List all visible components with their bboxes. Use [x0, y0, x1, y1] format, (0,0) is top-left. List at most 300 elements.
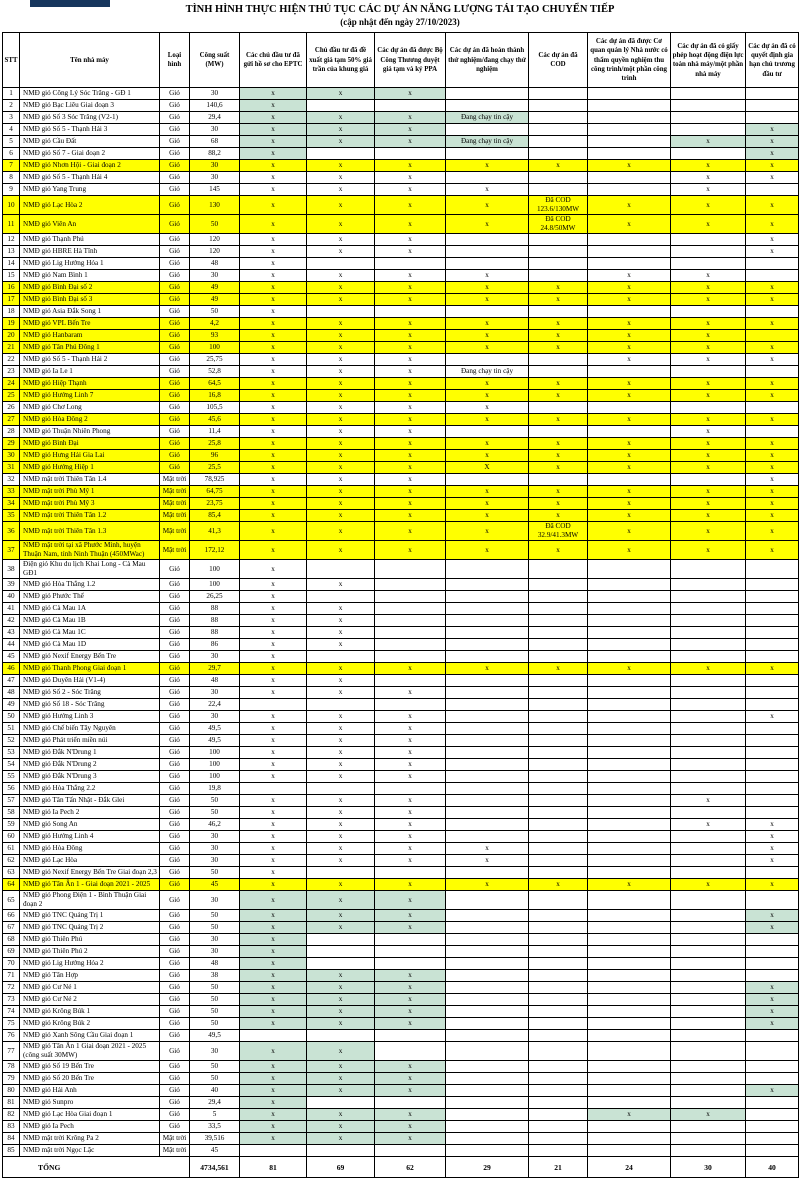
table-row	[3, 294, 799, 306]
cell-stt: 79	[3, 1073, 20, 1085]
cell-stt: 40	[3, 591, 20, 603]
status-cell: x	[529, 450, 588, 462]
status-cell: x	[446, 330, 529, 342]
cell-stt: 21	[3, 342, 20, 354]
status-cell	[746, 1097, 799, 1109]
table-row	[3, 982, 799, 994]
cell-name: NMĐ gió Số 18 - Sóc Trăng	[20, 699, 160, 711]
status-cell	[588, 910, 671, 922]
status-cell	[671, 579, 746, 591]
cell-type: Gió	[160, 354, 190, 366]
cell-mw: 88,2	[190, 148, 240, 160]
status-cell	[529, 148, 588, 160]
status-cell	[671, 246, 746, 258]
status-cell: x	[307, 711, 375, 723]
table-row	[3, 342, 799, 354]
status-cell: x	[240, 819, 307, 831]
status-cell	[375, 1030, 446, 1042]
cell-mw: 172,12	[190, 541, 240, 560]
cell-type: Gió	[160, 560, 190, 579]
cell-name: NMĐ mặt trời Thiên Tân 1.3	[20, 522, 160, 541]
status-cell	[588, 172, 671, 184]
status-cell: x	[307, 1109, 375, 1121]
status-cell	[307, 306, 375, 318]
status-cell	[446, 759, 529, 771]
status-cell: x	[446, 522, 529, 541]
status-cell: x	[671, 541, 746, 560]
table-row	[3, 270, 799, 282]
status-cell: x	[375, 462, 446, 474]
cell-name: NMĐ gió Thiên Phú 2	[20, 946, 160, 958]
table-row	[3, 318, 799, 330]
status-cell: x	[307, 196, 375, 215]
status-cell: x	[307, 663, 375, 675]
status-cell	[240, 1030, 307, 1042]
cell-mw: 145	[190, 184, 240, 196]
status-cell: x	[446, 160, 529, 172]
status-cell	[588, 958, 671, 970]
cell-name: NMĐ gió Nam Bình 1	[20, 270, 160, 282]
status-cell: x	[240, 366, 307, 378]
cell-mw: 23,75	[190, 498, 240, 510]
status-cell: Đang chạy tin cậy	[446, 136, 529, 148]
cell-type: Gió	[160, 378, 190, 390]
status-cell	[307, 100, 375, 112]
status-cell: x	[240, 1097, 307, 1109]
status-cell: x	[240, 687, 307, 699]
status-cell: x	[375, 1061, 446, 1073]
status-cell: x	[240, 1121, 307, 1133]
status-cell: x	[307, 402, 375, 414]
cell-mw: 25,75	[190, 354, 240, 366]
cell-stt: 24	[3, 378, 20, 390]
total-license: 30	[671, 1157, 746, 1178]
status-cell: x	[375, 172, 446, 184]
cell-stt: 69	[3, 946, 20, 958]
table-row	[3, 831, 799, 843]
status-cell: x	[240, 747, 307, 759]
cell-mw: 100	[190, 342, 240, 354]
status-cell: x	[240, 246, 307, 258]
status-cell: x	[746, 819, 799, 831]
cell-stt: 73	[3, 994, 20, 1006]
cell-type: Gió	[160, 831, 190, 843]
cell-stt: 19	[3, 318, 20, 330]
status-cell: x	[375, 215, 446, 234]
status-cell	[671, 699, 746, 711]
status-cell: x	[240, 148, 307, 160]
status-cell	[446, 891, 529, 910]
status-cell: x	[375, 807, 446, 819]
table-row	[3, 474, 799, 486]
table-row	[3, 687, 799, 699]
cell-stt: 34	[3, 498, 20, 510]
cell-name: NMĐ gió Thạnh Phú	[20, 234, 160, 246]
table-row	[3, 306, 799, 318]
status-cell: x	[746, 855, 799, 867]
status-cell	[529, 136, 588, 148]
cell-stt: 45	[3, 651, 20, 663]
cell-stt: 11	[3, 215, 20, 234]
table-row	[3, 462, 799, 474]
cell-type: Gió	[160, 1018, 190, 1030]
status-cell: x	[446, 318, 529, 330]
cell-type: Gió	[160, 172, 190, 184]
total-temp-price: 69	[307, 1157, 375, 1178]
cell-mw: 88	[190, 615, 240, 627]
status-cell	[375, 627, 446, 639]
status-cell: x	[307, 1121, 375, 1133]
table-row	[3, 330, 799, 342]
cell-mw: 88	[190, 627, 240, 639]
status-cell	[446, 831, 529, 843]
cell-type: Gió	[160, 675, 190, 687]
total-row	[3, 1157, 799, 1178]
status-cell	[446, 124, 529, 136]
cell-type: Gió	[160, 982, 190, 994]
cell-mw: 30	[190, 88, 240, 100]
status-cell: x	[375, 1121, 446, 1133]
status-cell	[746, 88, 799, 100]
status-cell	[746, 675, 799, 687]
status-cell	[588, 627, 671, 639]
status-cell	[375, 946, 446, 958]
cell-mw: 100	[190, 560, 240, 579]
status-cell	[588, 819, 671, 831]
status-cell	[446, 627, 529, 639]
status-cell	[529, 855, 588, 867]
status-cell	[671, 402, 746, 414]
status-cell	[307, 591, 375, 603]
status-cell	[746, 402, 799, 414]
status-cell: x	[240, 474, 307, 486]
cell-stt: 15	[3, 270, 20, 282]
cell-stt: 4	[3, 124, 20, 136]
table-row	[3, 579, 799, 591]
status-cell: x	[240, 579, 307, 591]
status-cell: x	[307, 603, 375, 615]
status-cell: x	[746, 474, 799, 486]
status-cell: x	[446, 541, 529, 560]
cell-type: Gió	[160, 1061, 190, 1073]
status-cell: x	[671, 160, 746, 172]
cell-stt: 61	[3, 843, 20, 855]
cell-type: Mặt trời	[160, 1133, 190, 1145]
col-license: Các dự án đã có giấy phép hoạt động điện lực toàn nhà máy/một phần nhà máy	[671, 33, 746, 88]
cell-type: Gió	[160, 342, 190, 354]
status-cell	[671, 603, 746, 615]
status-cell	[446, 234, 529, 246]
status-cell	[588, 603, 671, 615]
cell-type: Gió	[160, 258, 190, 270]
status-cell	[375, 699, 446, 711]
cell-mw: 50	[190, 795, 240, 807]
cell-name: NMĐ gió Yang Trung	[20, 184, 160, 196]
status-cell	[529, 627, 588, 639]
cell-stt: 16	[3, 282, 20, 294]
status-cell	[588, 1121, 671, 1133]
status-cell: x	[240, 258, 307, 270]
status-cell: x	[588, 486, 671, 498]
cell-stt: 8	[3, 172, 20, 184]
total-ppa: 62	[375, 1157, 446, 1178]
status-cell: x	[746, 136, 799, 148]
status-cell: x	[307, 735, 375, 747]
cell-name: NMĐ mặt trời Thiên Tân 1.4	[20, 474, 160, 486]
status-cell: x	[746, 318, 799, 330]
status-cell: x	[307, 1042, 375, 1061]
status-cell: x	[240, 855, 307, 867]
status-cell	[446, 723, 529, 735]
status-cell: x	[671, 136, 746, 148]
status-cell: x	[240, 771, 307, 783]
status-cell: x	[307, 627, 375, 639]
cell-type: Gió	[160, 282, 190, 294]
status-cell	[588, 88, 671, 100]
cell-name: NMĐ gió Số 7 - Giai đoạn 2	[20, 148, 160, 160]
table-row	[3, 639, 799, 651]
cell-mw: 120	[190, 246, 240, 258]
cell-name: NMĐ gió Hướng Hiệp 1	[20, 462, 160, 474]
status-cell: x	[375, 1006, 446, 1018]
status-cell	[529, 934, 588, 946]
status-cell: x	[375, 771, 446, 783]
status-cell: x	[375, 522, 446, 541]
status-cell: x	[588, 1109, 671, 1121]
cell-mw: 26,25	[190, 591, 240, 603]
status-cell	[746, 270, 799, 282]
cell-mw: 78,925	[190, 474, 240, 486]
col-capacity: Công suất (MW)	[190, 33, 240, 88]
cell-name: NMĐ gió Nexif Energy Bến Tre Giai đoạn 2,3	[20, 867, 160, 879]
status-cell	[529, 234, 588, 246]
status-cell	[446, 910, 529, 922]
status-cell: x	[307, 1006, 375, 1018]
cell-mw: 38	[190, 970, 240, 982]
table-row	[3, 1030, 799, 1042]
status-cell	[671, 1133, 746, 1145]
cell-name: NMĐ mặt trời Phù Mỹ 1	[20, 486, 160, 498]
status-cell: x	[588, 282, 671, 294]
status-cell: x	[240, 639, 307, 651]
cell-mw: 64,75	[190, 486, 240, 498]
status-cell	[529, 560, 588, 579]
cell-mw: 30	[190, 843, 240, 855]
status-cell: x	[307, 1133, 375, 1145]
status-cell: x	[746, 498, 799, 510]
cell-name: NMĐ gió Thanh Phong Giai đoạn 1	[20, 663, 160, 675]
status-cell	[671, 560, 746, 579]
status-cell: x	[446, 879, 529, 891]
status-cell: Đã COD 123.6/130MW	[529, 196, 588, 215]
status-cell	[671, 1042, 746, 1061]
cell-type: Mặt trời	[160, 474, 190, 486]
status-cell	[671, 1061, 746, 1073]
status-cell	[746, 426, 799, 438]
status-cell	[671, 1030, 746, 1042]
status-cell	[671, 651, 746, 663]
status-cell: x	[240, 651, 307, 663]
status-cell: x	[671, 426, 746, 438]
status-cell: x	[746, 215, 799, 234]
status-cell	[588, 639, 671, 651]
status-cell	[446, 747, 529, 759]
cell-stt: 27	[3, 414, 20, 426]
status-cell	[588, 366, 671, 378]
cell-stt: 38	[3, 560, 20, 579]
status-cell: x	[240, 627, 307, 639]
cell-type: Gió	[160, 639, 190, 651]
status-cell: x	[240, 541, 307, 560]
cell-type: Gió	[160, 215, 190, 234]
cell-name: NMĐ gió Song An	[20, 819, 160, 831]
cell-mw: 40	[190, 1085, 240, 1097]
cell-name: NMĐ gió Chế biến Tây Nguyên	[20, 723, 160, 735]
table-row	[3, 946, 799, 958]
cell-type: Gió	[160, 438, 190, 450]
status-cell: x	[375, 160, 446, 172]
cell-stt: 35	[3, 510, 20, 522]
status-cell: x	[746, 378, 799, 390]
cell-mw: 25,5	[190, 462, 240, 474]
status-cell	[529, 579, 588, 591]
status-cell	[671, 891, 746, 910]
status-cell: x	[240, 982, 307, 994]
cell-mw: 49	[190, 282, 240, 294]
status-cell: x	[240, 270, 307, 282]
status-cell: x	[446, 215, 529, 234]
cell-type: Mặt trời	[160, 510, 190, 522]
total-acceptance: 24	[588, 1157, 671, 1178]
cell-mw: 33,5	[190, 1121, 240, 1133]
status-cell	[746, 639, 799, 651]
status-cell	[588, 402, 671, 414]
status-cell	[529, 783, 588, 795]
cell-name: NMĐ gió Thiên Phú	[20, 934, 160, 946]
status-cell	[746, 747, 799, 759]
status-cell: x	[375, 486, 446, 498]
cell-type: Gió	[160, 196, 190, 215]
status-cell	[746, 795, 799, 807]
status-cell: x	[240, 402, 307, 414]
status-cell	[529, 1085, 588, 1097]
cell-type: Gió	[160, 687, 190, 699]
status-cell: x	[240, 498, 307, 510]
col-cod: Các dự án đã COD	[529, 33, 588, 88]
status-cell	[446, 354, 529, 366]
cell-name: NMĐ gió Số 5 - Thạnh Hải 4	[20, 172, 160, 184]
cell-mw: 86	[190, 639, 240, 651]
table-row	[3, 1145, 799, 1157]
status-cell: x	[240, 100, 307, 112]
status-cell	[446, 1030, 529, 1042]
status-cell	[446, 735, 529, 747]
status-cell	[529, 994, 588, 1006]
cell-type: Gió	[160, 663, 190, 675]
status-cell: x	[240, 1109, 307, 1121]
status-cell	[746, 699, 799, 711]
status-cell	[671, 1073, 746, 1085]
status-cell: x	[588, 450, 671, 462]
status-cell	[746, 687, 799, 699]
status-cell: x	[588, 196, 671, 215]
cell-type: Gió	[160, 615, 190, 627]
status-cell: x	[240, 450, 307, 462]
cell-stt: 2	[3, 100, 20, 112]
table-row	[3, 1085, 799, 1097]
status-cell: x	[746, 711, 799, 723]
cell-stt: 58	[3, 807, 20, 819]
status-cell	[671, 910, 746, 922]
status-cell	[746, 627, 799, 639]
status-cell	[671, 771, 746, 783]
status-cell: x	[307, 982, 375, 994]
status-cell: x	[529, 282, 588, 294]
status-cell: x	[307, 795, 375, 807]
status-cell: x	[588, 270, 671, 282]
cell-name: NMĐ gió Lig Hướng Hóa 2	[20, 958, 160, 970]
cell-mw: 29,7	[190, 663, 240, 675]
table-row	[3, 675, 799, 687]
status-cell	[671, 759, 746, 771]
status-cell: x	[671, 522, 746, 541]
cell-type: Gió	[160, 1006, 190, 1018]
cell-name: NMĐ gió Số 5 - Thạnh Hải 3	[20, 124, 160, 136]
status-cell: x	[375, 819, 446, 831]
status-cell: x	[375, 450, 446, 462]
status-cell: x	[375, 438, 446, 450]
status-cell: x	[240, 1073, 307, 1085]
status-cell	[529, 1018, 588, 1030]
cell-name: NMĐ gió Tân Ân 1 - Giai đoạn 2021 - 2025	[20, 879, 160, 891]
cell-type: Gió	[160, 807, 190, 819]
status-cell: x	[446, 196, 529, 215]
status-cell	[671, 88, 746, 100]
status-cell: x	[671, 819, 746, 831]
status-cell: x	[375, 474, 446, 486]
cell-stt: 52	[3, 735, 20, 747]
status-cell: x	[240, 136, 307, 148]
status-cell	[588, 1145, 671, 1157]
status-cell: x	[446, 486, 529, 498]
table-row	[3, 699, 799, 711]
status-cell	[671, 234, 746, 246]
status-cell	[671, 970, 746, 982]
status-cell: x	[307, 970, 375, 982]
status-cell	[671, 994, 746, 1006]
cell-mw: 85,4	[190, 510, 240, 522]
status-cell: x	[240, 112, 307, 124]
status-cell	[671, 627, 746, 639]
status-cell: x	[307, 270, 375, 282]
status-cell: x	[375, 378, 446, 390]
cell-stt: 48	[3, 687, 20, 699]
status-cell	[446, 306, 529, 318]
status-cell	[446, 1085, 529, 1097]
status-cell: x	[240, 390, 307, 402]
status-cell: x	[307, 342, 375, 354]
table-body	[3, 88, 799, 1157]
total-eptc: 81	[240, 1157, 307, 1178]
status-cell	[746, 1061, 799, 1073]
status-cell: x	[240, 414, 307, 426]
status-cell: x	[240, 196, 307, 215]
cell-stt: 9	[3, 184, 20, 196]
status-cell: Đã COD 32.9/41.3MW	[529, 522, 588, 541]
status-cell	[375, 639, 446, 651]
status-cell	[529, 112, 588, 124]
status-cell	[671, 735, 746, 747]
